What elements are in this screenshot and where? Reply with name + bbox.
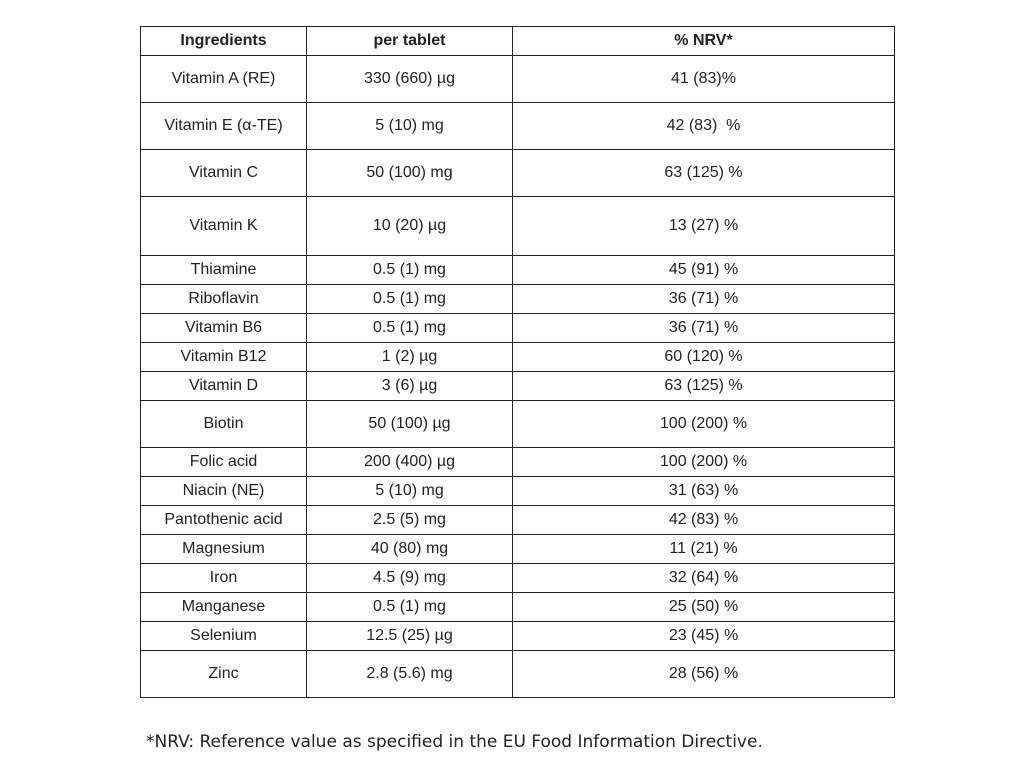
- nrv-cell: 41 (83)%: [513, 56, 895, 103]
- nrv-cell: 32 (64) %: [513, 564, 895, 593]
- nrv-cell: 42 (83) %: [513, 506, 895, 535]
- nrv-cell: 63 (125) %: [513, 150, 895, 197]
- nrv-cell: 60 (120) %: [513, 343, 895, 372]
- ingredient-cell: Biotin: [141, 401, 307, 448]
- nrv-cell: 42 (83) %: [513, 103, 895, 150]
- per-tablet-cell: 10 (20) µg: [307, 197, 513, 256]
- nrv-cell: 28 (56) %: [513, 651, 895, 698]
- per-tablet-cell: 5 (10) mg: [307, 103, 513, 150]
- table-row: [141, 256, 895, 285]
- table-row: [141, 197, 895, 256]
- ingredient-cell: Vitamin A (RE): [141, 56, 307, 103]
- per-tablet-cell: 0.5 (1) mg: [307, 314, 513, 343]
- nrv-cell: 31 (63) %: [513, 477, 895, 506]
- per-tablet-cell: 200 (400) µg: [307, 448, 513, 477]
- table-row: [141, 314, 895, 343]
- table-row: [141, 448, 895, 477]
- table-header-row: [141, 27, 895, 56]
- table-row: [141, 506, 895, 535]
- per-tablet-cell: 5 (10) mg: [307, 477, 513, 506]
- nrv-cell: 63 (125) %: [513, 372, 895, 401]
- table-row: [141, 651, 895, 698]
- ingredient-cell: Vitamin D: [141, 372, 307, 401]
- ingredient-cell: Thiamine: [141, 256, 307, 285]
- per-tablet-cell: 3 (6) µg: [307, 372, 513, 401]
- per-tablet-cell: 40 (80) mg: [307, 535, 513, 564]
- nutrition-table: [140, 26, 895, 698]
- nrv-footnote: *NRV: Reference value as specified in the EU Food Information Directive.: [146, 732, 763, 752]
- header-nrv: % NRV*: [513, 27, 895, 56]
- nrv-cell: 36 (71) %: [513, 314, 895, 343]
- table-row: [141, 150, 895, 197]
- ingredient-cell: Manganese: [141, 593, 307, 622]
- nrv-cell: 36 (71) %: [513, 285, 895, 314]
- ingredient-cell: Vitamin K: [141, 197, 307, 256]
- header-ingredients: Ingredients: [141, 27, 307, 56]
- ingredient-cell: Magnesium: [141, 535, 307, 564]
- table-row: [141, 622, 895, 651]
- ingredient-cell: Iron: [141, 564, 307, 593]
- nrv-cell: 45 (91) %: [513, 256, 895, 285]
- per-tablet-cell: 0.5 (1) mg: [307, 593, 513, 622]
- per-tablet-cell: 0.5 (1) mg: [307, 285, 513, 314]
- nrv-cell: 11 (21) %: [513, 535, 895, 564]
- nrv-cell: 100 (200) %: [513, 401, 895, 448]
- table-row: [141, 372, 895, 401]
- ingredient-cell: Niacin (NE): [141, 477, 307, 506]
- per-tablet-cell: 0.5 (1) mg: [307, 256, 513, 285]
- per-tablet-cell: 330 (660) µg: [307, 56, 513, 103]
- per-tablet-cell: 2.8 (5.6) mg: [307, 651, 513, 698]
- table-row: [141, 564, 895, 593]
- per-tablet-cell: 1 (2) µg: [307, 343, 513, 372]
- nrv-cell: 100 (200) %: [513, 448, 895, 477]
- nrv-cell: 23 (45) %: [513, 622, 895, 651]
- table-row: [141, 593, 895, 622]
- per-tablet-cell: 4.5 (9) mg: [307, 564, 513, 593]
- ingredient-cell: Vitamin B6: [141, 314, 307, 343]
- ingredient-cell: Zinc: [141, 651, 307, 698]
- per-tablet-cell: 2.5 (5) mg: [307, 506, 513, 535]
- nrv-cell: 25 (50) %: [513, 593, 895, 622]
- per-tablet-cell: 12.5 (25) µg: [307, 622, 513, 651]
- ingredient-cell: Pantothenic acid: [141, 506, 307, 535]
- ingredient-cell: Vitamin C: [141, 150, 307, 197]
- ingredient-cell: Selenium: [141, 622, 307, 651]
- nrv-cell: 13 (27) %: [513, 197, 895, 256]
- table-row: [141, 477, 895, 506]
- ingredient-cell: Folic acid: [141, 448, 307, 477]
- table-row: [141, 285, 895, 314]
- table-row: [141, 56, 895, 103]
- per-tablet-cell: 50 (100) µg: [307, 401, 513, 448]
- ingredient-cell: Vitamin B12: [141, 343, 307, 372]
- table-row: [141, 103, 895, 150]
- table-row: [141, 401, 895, 448]
- table-row: [141, 343, 895, 372]
- ingredient-cell: Vitamin E (α-TE): [141, 103, 307, 150]
- table-row: [141, 535, 895, 564]
- header-per-tablet: per tablet: [307, 27, 513, 56]
- ingredient-cell: Riboflavin: [141, 285, 307, 314]
- per-tablet-cell: 50 (100) mg: [307, 150, 513, 197]
